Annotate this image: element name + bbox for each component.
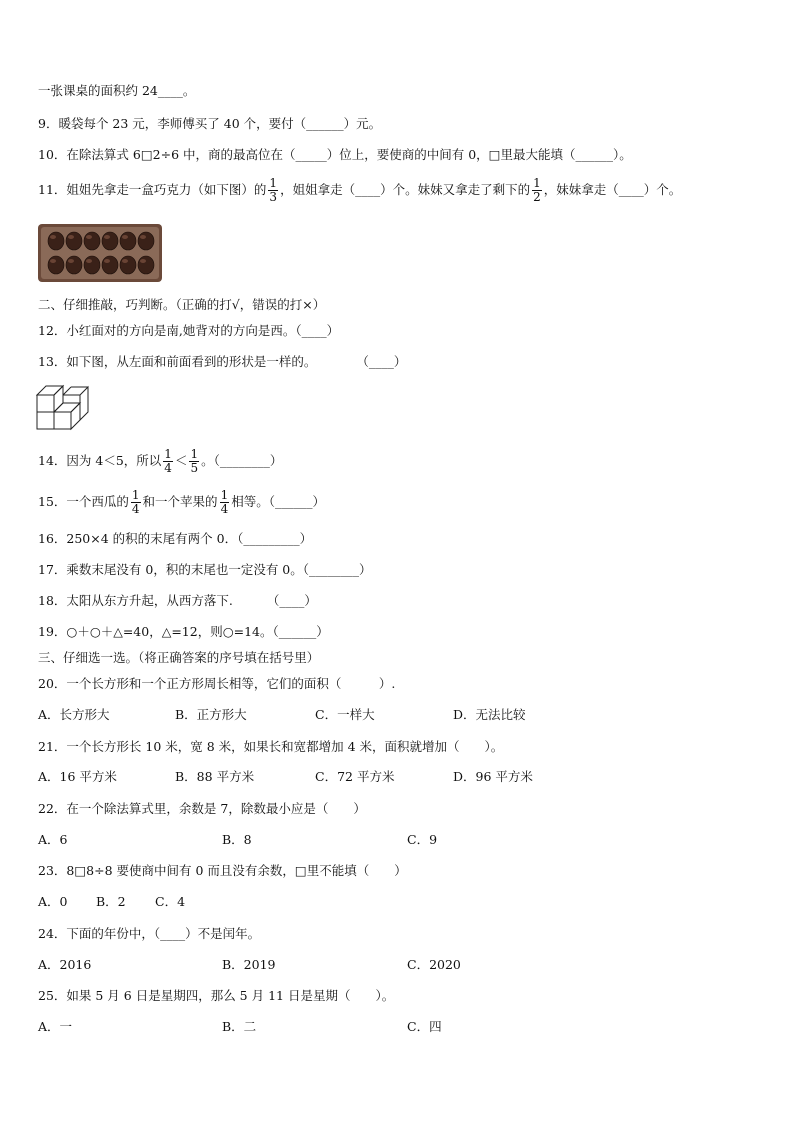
question-10: 10．在除法算式 6□2÷6 中，商的最高位在（_____）位上，要使商的中间有 0，□里最大能填（______）。 <box>38 147 632 162</box>
question-24: 24．下面的年份中，（____）不是闰年。 <box>38 926 261 941</box>
q22-option-b[interactable]: B．8 <box>222 832 252 847</box>
section-2-heading: 二、仔细推敲，巧判断。（正确的打√，错误的打×） <box>38 297 326 312</box>
question-8-text: 一张课桌的面积约 24____。 <box>38 83 196 98</box>
chocolate-box-image <box>38 224 162 282</box>
question-13-text: 13．如下图，从左面和前面看到的形状是一样的。 <box>38 354 317 369</box>
question-18-text: 18．太阳从东方升起，从西方落下. <box>38 593 233 608</box>
question-15 <box>38 484 325 520</box>
q23-option-a[interactable]: A．0 <box>38 894 68 909</box>
question-13 <box>38 353 406 371</box>
q20-option-a[interactable]: A．长方形大 <box>38 707 110 722</box>
question-20: 20．一个长方形和一个正方形周长相等，它们的面积（ ）. <box>38 676 396 691</box>
q21-option-b[interactable]: B．88 平方米 <box>175 769 255 784</box>
q20-option-b[interactable]: B．正方形大 <box>175 707 247 722</box>
question-14-less-than: ＜ <box>174 453 188 468</box>
question-11-part-a: 11．姐姐先拿走一盒巧克力（如下图）的 <box>38 182 267 197</box>
question-18 <box>38 592 317 610</box>
question-13-blank: （____） <box>356 354 407 369</box>
fraction-apple: $\frac{1}{4}$ <box>220 488 229 516</box>
question-11 <box>38 172 681 208</box>
question-21: 21．一个长方形长 10 米，宽 8 米，如果长和宽都增加 4 米，面积就增加（ ）。 <box>38 739 504 754</box>
question-22: 22．在一个除法算式里，余数是 7，除数最小应是（ ） <box>38 801 366 816</box>
question-18-blank: （____） <box>266 593 317 608</box>
q21-option-c[interactable]: C．72 平方米 <box>315 769 395 784</box>
q21-option-a[interactable]: A．16 平方米 <box>38 769 117 784</box>
q21-option-d[interactable]: D．96 平方米 <box>453 769 533 784</box>
question-15-part-c: 相等。（______） <box>231 494 325 509</box>
fraction-one-fifth: $\frac{1}{5}$ <box>190 447 199 475</box>
q22-option-c[interactable]: C．9 <box>407 832 438 847</box>
q22-option-a[interactable]: A．6 <box>38 832 68 847</box>
question-11-part-b: ，姐姐拿走（____）个。妹妹又拿走了剩下的 <box>280 182 531 197</box>
q24-option-b[interactable]: B．2019 <box>222 957 276 972</box>
q23-option-c[interactable]: C．4 <box>155 894 186 909</box>
fraction-watermelon: $\frac{1}{4}$ <box>131 488 140 516</box>
section-3-heading: 三、仔细选一选。（将正确答案的序号填在括号里） <box>38 650 320 665</box>
question-17: 17．乘数末尾没有 0，积的末尾也一定没有 0。（________） <box>38 562 372 577</box>
question-14-part-a: 14．因为 4＜5，所以 <box>38 453 162 468</box>
question-15-part-b: 和一个苹果的 <box>142 494 218 509</box>
question-14 <box>38 443 282 479</box>
question-19: 19．○＋○＋△=40，△=12，则○=14。（______） <box>38 624 329 639</box>
question-25: 25．如果 5 月 6 日是星期四，那么 5 月 11 日是星期（ ）。 <box>38 988 395 1003</box>
question-23: 23．8□8÷8 要使商中间有 0 而且没有余数，□里不能填（ ） <box>38 863 407 878</box>
q25-option-b[interactable]: B．二 <box>222 1019 257 1034</box>
q24-option-c[interactable]: C．2020 <box>407 957 461 972</box>
fraction-one-third: $\frac{1}{3}$ <box>269 176 278 204</box>
question-14-part-c: 。（________） <box>201 453 283 468</box>
cube-stack-figure <box>36 383 90 433</box>
q20-option-d[interactable]: D．无法比较 <box>453 707 526 722</box>
q23-option-b[interactable]: B．2 <box>96 894 126 909</box>
fraction-one-half: $\frac{1}{2}$ <box>533 176 541 204</box>
q20-option-c[interactable]: C．一样大 <box>315 707 375 722</box>
q24-option-a[interactable]: A．2016 <box>38 957 92 972</box>
question-11-part-c: ，妹妹拿走（____）个。 <box>543 182 682 197</box>
q25-option-a[interactable]: A．一 <box>38 1019 73 1034</box>
question-9: 9．暖袋每个 23 元，李师傅买了 40 个，要付（______）元。 <box>38 116 382 131</box>
question-15-part-a: 15．一个西瓜的 <box>38 494 129 509</box>
fraction-one-fourth: $\frac{1}{4}$ <box>164 447 172 475</box>
question-12: 12．小红面对的方向是南,她背对的方向是西。（____） <box>38 323 340 338</box>
q25-option-c[interactable]: C．四 <box>407 1019 442 1034</box>
question-16: 16．250×4 的积的末尾有两个 0．（_________） <box>38 531 313 546</box>
